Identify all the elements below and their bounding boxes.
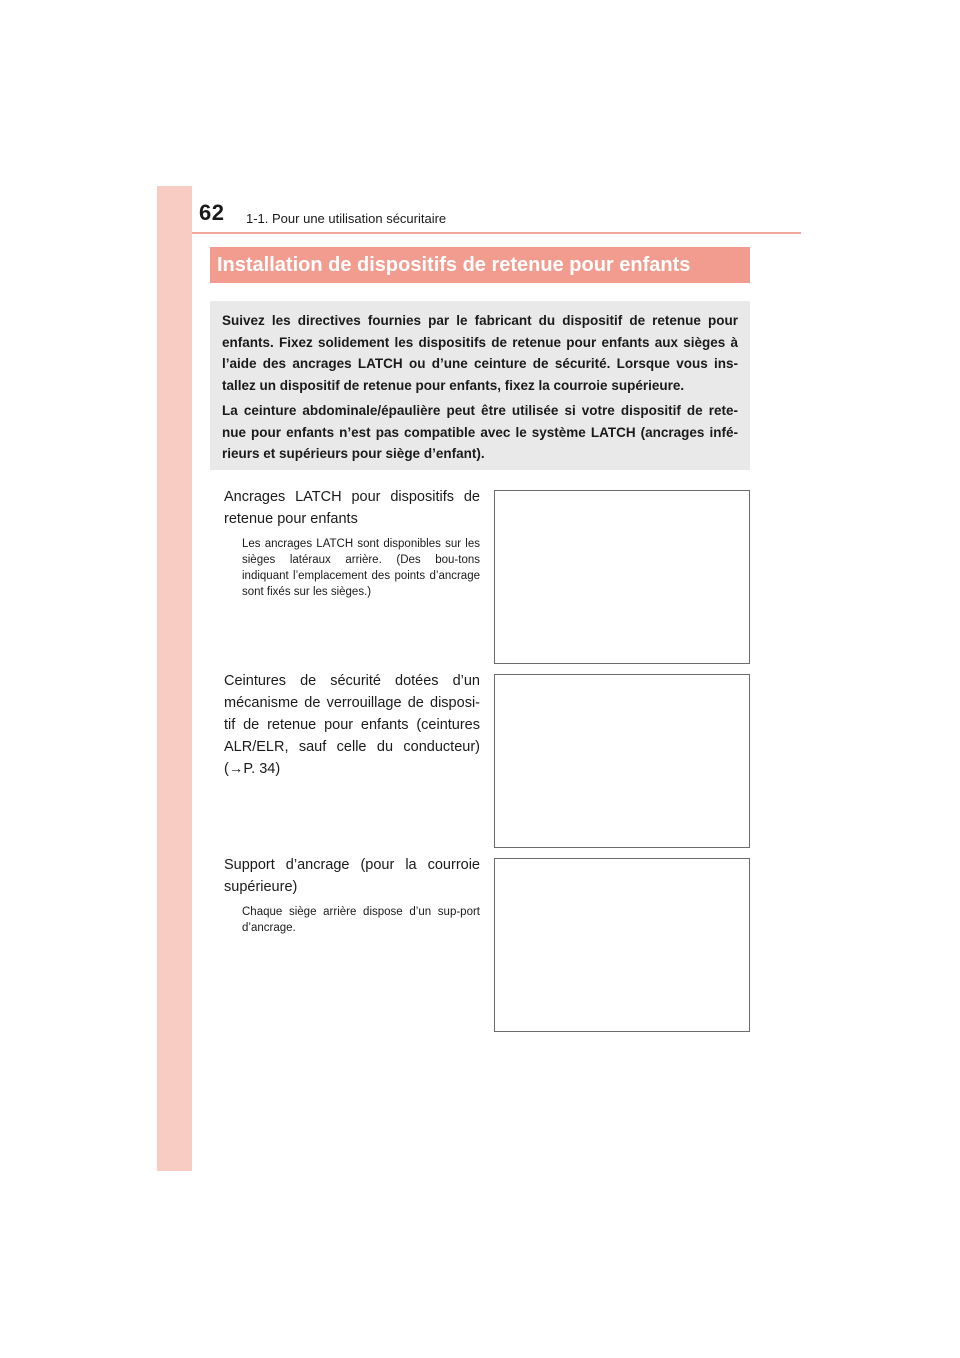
- item-note: Les ancrages LATCH sont disponibles sur les sièges latéraux arrière. (Des bou-tons indiquant l’emplacement des points d’ancrage sont fixés sur les sièges.): [242, 538, 480, 598]
- item-title: Ancrages LATCH pour dispositifs de retenue pour enfants: [224, 489, 480, 527]
- item-title: Support d’ancrage (pour la courroie supérieure): [224, 857, 480, 895]
- intro-paragraph-2: La ceinture abdominale/épaulière peut être utilisée si votre dispositif de rete-nue pour enfants n’est pas compatible avec le système LATCH (ancrages infé-rieurs et supérieurs pour siège d’enfant).: [222, 403, 738, 461]
- item-latch-anchors: [224, 486, 480, 600]
- figure-latch-anchors: [494, 490, 750, 664]
- intro-box: [210, 301, 750, 470]
- item-anchor-bracket: [224, 854, 480, 936]
- figure-seat-belts: [494, 674, 750, 848]
- side-tab-band: [157, 186, 192, 1171]
- page-number: 62: [199, 200, 225, 225]
- header-rule: [192, 232, 801, 234]
- figure-anchor-bracket: [494, 858, 750, 1032]
- item-seat-belts: [224, 670, 480, 780]
- item-title: Ceintures de sécurité dotées d’un mécanisme de verrouillage de disposi-tif de retenue pour enfants (ceintures ALR/ELR, sauf celle du conducteur) (→P. 34): [224, 673, 480, 777]
- chapter-title: 1-1. Pour une utilisation sécuritaire: [246, 211, 447, 226]
- intro-paragraph-1: Suivez les directives fournies par le fabricant du dispositif de retenue pour enfants. Fixez solidement les dispositifs de retenue pour enfants aux sièges à l’aide des ancrages LATCH ou d’une ceinture de sécurité. Lorsque vous ins-tallez un dispositif de retenue pour enfants, fixez la courroie supérieure.: [222, 313, 738, 393]
- section-title: Installation de dispositifs de retenue pour enfants: [210, 247, 750, 283]
- item-note: Chaque siège arrière dispose d’un sup-port d’ancrage.: [242, 906, 480, 934]
